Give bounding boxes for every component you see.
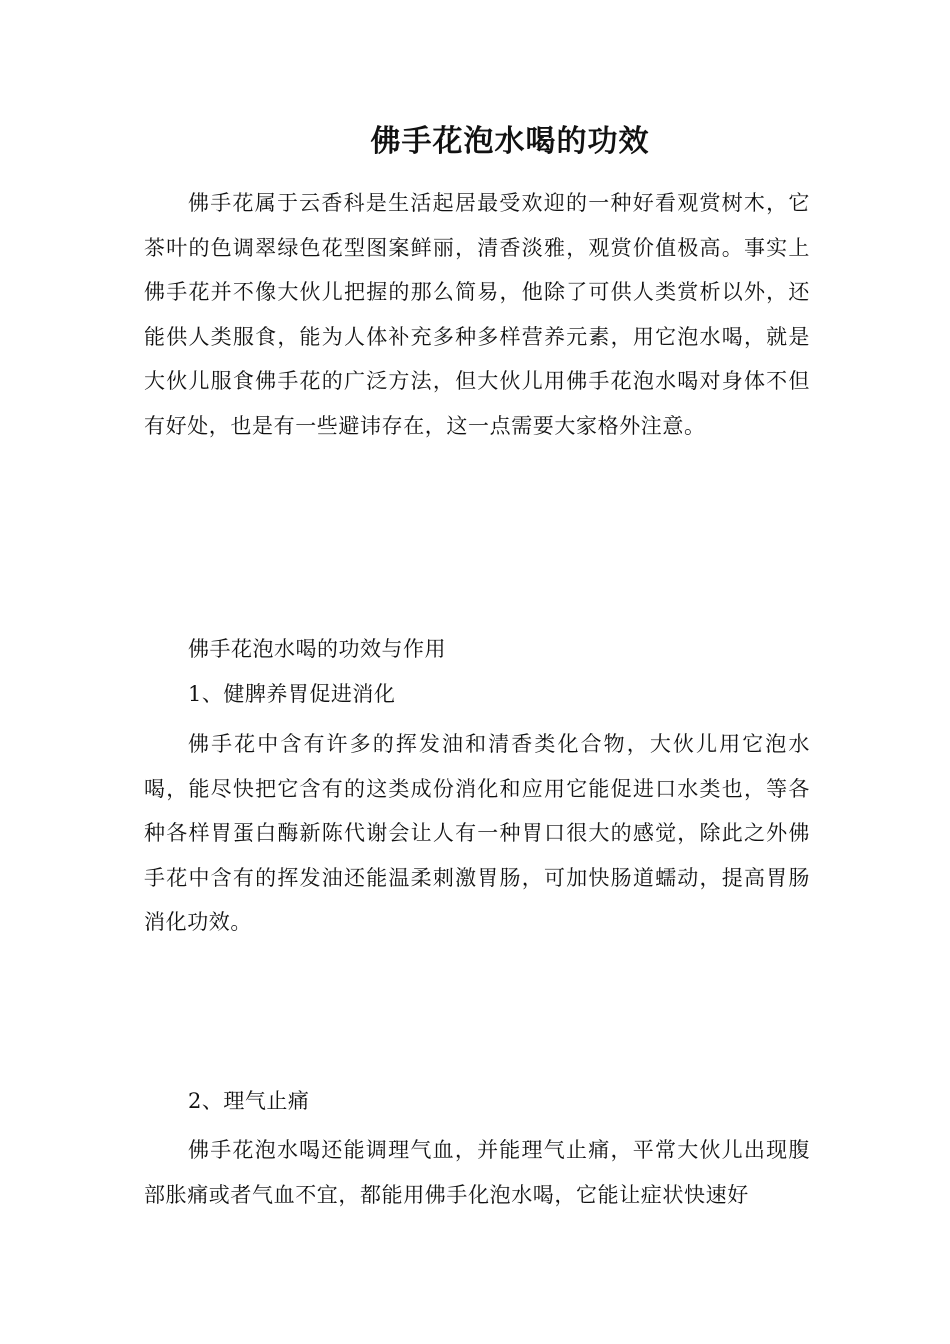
item-heading-2: 2、理气止痛 — [188, 1089, 310, 1113]
document-title: 佛手花泡水喝的功效 — [370, 124, 650, 159]
item-paragraph-1: 佛手花中含有许多的挥发油和清香类化合物，大伙儿用它泡水喝，能尽快把它含有的这类成份消化和应用它能促进口水类也，等各种各样胃蛋白酶新陈代谢会让人有一种胃口很大的感觉，除此之外佛手花中含有的挥发油还能温柔刺激胃肠，可加快肠道蠕动，提高胃肠消化功效。 — [144, 732, 810, 935]
item-heading-1: 1、健脾养胃促进消化 — [188, 682, 396, 706]
intro-paragraph: 佛手花属于云香科是生活起居最受欢迎的一种好看观赏树木，它茶叶的色调翠绿色花型图案鲜丽，清香淡雅，观赏价值极高。事实上佛手花并不像大伙儿把握的那么简易，他除了可供人类赏析以外，还能供人类服食，能为人体补充多种多样营养元素，用它泡水喝，就是大伙儿服食佛手花的广泛方法，但大伙儿用佛手花泡水喝对身体不但有好处，也是有一些避讳存在，这一点需要大家格外注意。 — [144, 191, 810, 438]
section-heading: 佛手花泡水喝的功效与作用 — [188, 637, 446, 661]
item-paragraph-2: 佛手花泡水喝还能调理气血，并能理气止痛，平常大伙儿出现腹部胀痛或者气血不宜，都能用佛手化泡水喝，它能让症状快速好 — [144, 1138, 810, 1207]
